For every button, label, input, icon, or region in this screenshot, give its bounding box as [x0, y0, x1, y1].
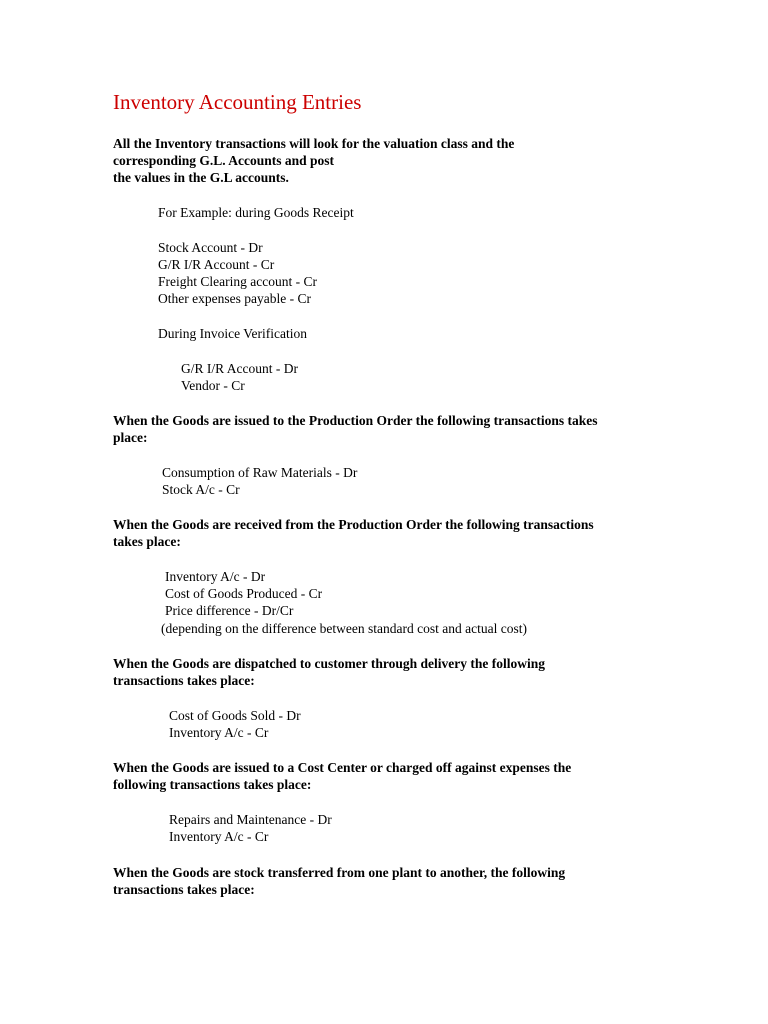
invoice-verification-heading: During Invoice Verification [158, 326, 307, 341]
production-issue-heading-cont: place: [113, 430, 148, 445]
intro-line-1: All the Inventory transactions will look for the valuation class and the [113, 136, 515, 151]
goods-receipt-entry: Other expenses payable - Cr [158, 291, 311, 306]
page-title: Inventory Accounting Entries [113, 90, 362, 114]
delivery-entry: Cost of Goods Sold - Dr [169, 708, 301, 723]
production-receipt-entry: Inventory A/c - Dr [165, 569, 266, 584]
production-receipt-entry: Price difference - Dr/Cr [165, 603, 294, 618]
cost-center-entry: Repairs and Maintenance - Dr [169, 812, 332, 827]
intro-line-3: the values in the G.L accounts. [113, 170, 289, 185]
production-issue-entry: Stock A/c - Cr [162, 482, 240, 497]
cost-center-entry: Inventory A/c - Cr [169, 829, 269, 844]
production-receipt-heading: When the Goods are received from the Production Order the following transactions [113, 517, 594, 532]
production-receipt-entry: Cost of Goods Produced - Cr [165, 586, 323, 601]
goods-receipt-heading: For Example: during Goods Receipt [158, 205, 354, 220]
stock-transfer-heading-cont: transactions takes place: [113, 882, 255, 897]
production-receipt-heading-cont: takes place: [113, 534, 181, 549]
goods-receipt-entry: Stock Account - Dr [158, 240, 263, 255]
cost-center-heading: When the Goods are issued to a Cost Center or charged off against expenses the [113, 760, 572, 775]
goods-receipt-entry: Freight Clearing account - Cr [158, 274, 317, 289]
cost-center-heading-cont: following transactions takes place: [113, 777, 312, 792]
production-issue-heading: When the Goods are issued to the Production Order the following transactions takes [113, 413, 598, 428]
invoice-verification-entry: G/R I/R Account - Dr [181, 361, 298, 376]
production-receipt-note: (depending on the difference between standard cost and actual cost) [161, 621, 527, 636]
invoice-verification-entry: Vendor - Cr [181, 378, 245, 393]
goods-receipt-entry: G/R I/R Account - Cr [158, 257, 275, 272]
intro-line-2: corresponding G.L. Accounts and post [113, 153, 335, 168]
production-issue-entry: Consumption of Raw Materials - Dr [162, 465, 358, 480]
delivery-heading: When the Goods are dispatched to customer through delivery the following [113, 656, 546, 671]
stock-transfer-heading: When the Goods are stock transferred from one plant to another, the following [113, 865, 566, 880]
delivery-heading-cont: transactions takes place: [113, 673, 255, 688]
delivery-entry: Inventory A/c - Cr [169, 725, 269, 740]
